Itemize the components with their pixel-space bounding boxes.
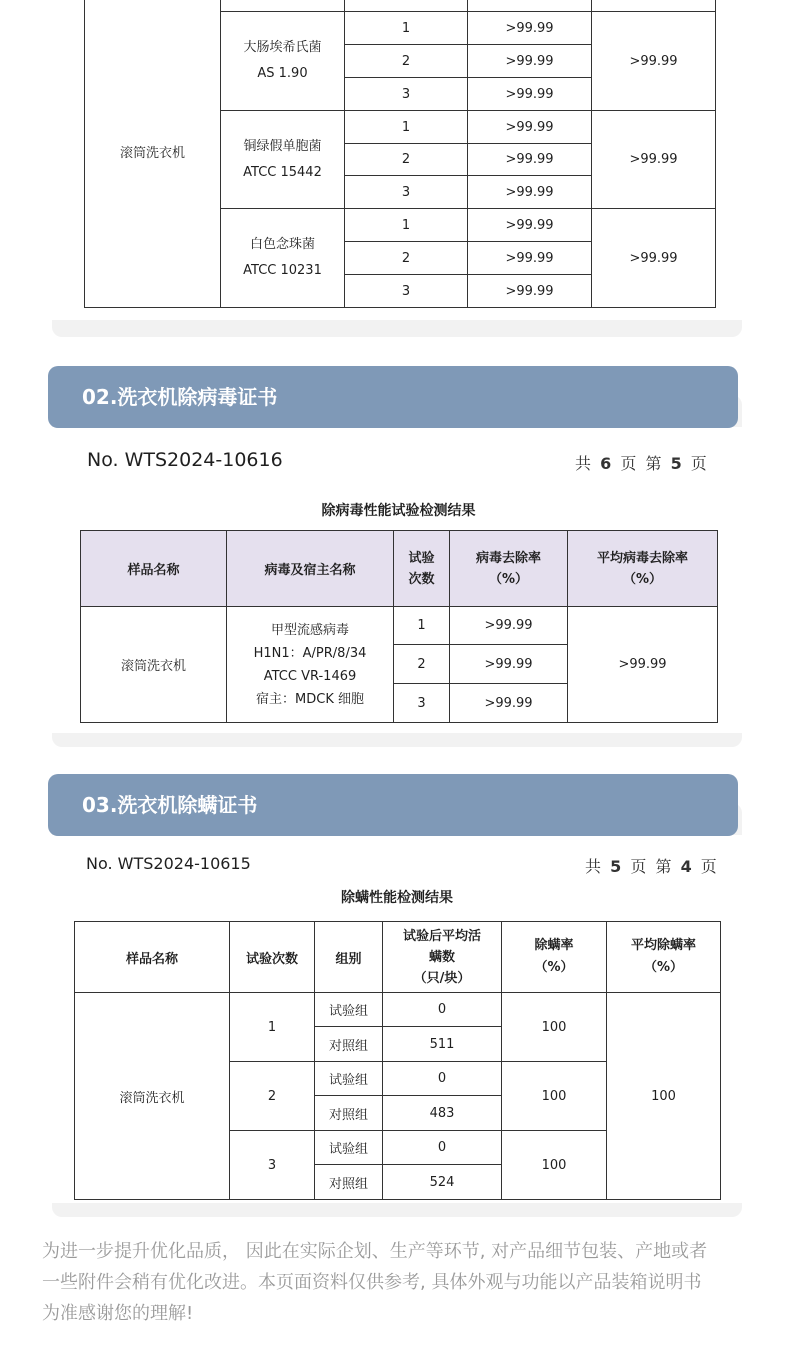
mites-doc-number: No. WTS2024-10615 xyxy=(86,854,251,873)
trial-number: 2 xyxy=(345,242,468,275)
table-row xyxy=(85,0,716,12)
removal-rate: 100 xyxy=(502,993,607,1062)
trial-number: 1 xyxy=(345,111,468,144)
group-label: 试验组 xyxy=(315,1062,383,1096)
table-row xyxy=(81,607,718,645)
trial-number: 2 xyxy=(345,144,468,176)
trial-number: 2 xyxy=(230,1062,315,1131)
average-rate: 100 xyxy=(607,993,721,1200)
trial-number: 3 xyxy=(345,176,468,209)
disclaimer-line: 为准感谢您的理解! xyxy=(42,1303,194,1324)
mites-table xyxy=(74,921,721,1200)
sample-name-cell: 滚筒洗衣机 xyxy=(85,0,221,308)
removal-rate: >99.99 xyxy=(468,242,592,275)
removal-rate: 100 xyxy=(502,1062,607,1131)
virus-name-cell: 甲型流感病毒 H1N1：A/PR/8/34 ATCC VR-1469 宿主：MDCK 细胞 xyxy=(227,607,394,723)
trial-number: 1 xyxy=(394,607,450,645)
mite-count: 0 xyxy=(383,1131,502,1165)
mites-table-title: 除螨性能检测结果 xyxy=(341,890,453,906)
sample-name-cell: 滚筒洗衣机 xyxy=(75,993,230,1200)
removal-rate: >99.99 xyxy=(468,12,592,45)
header-mites: 试验后平均活 螨数 （只/块） xyxy=(383,922,502,993)
removal-rate: >99.99 xyxy=(468,209,592,242)
trial-number: 3 xyxy=(230,1131,315,1200)
removal-rate: >99.99 xyxy=(468,111,592,144)
group-label: 试验组 xyxy=(315,993,383,1027)
group-label: 对照组 xyxy=(315,1027,383,1062)
table-header-row xyxy=(75,922,721,993)
mite-count: 0 xyxy=(383,993,502,1027)
disclaimer-line: 一些附件会稍有优化改进。本页面资料仅供参考, 具体外观与功能以产品装箱说明书 xyxy=(42,1272,702,1293)
removal-rate: >99.99 xyxy=(450,607,568,645)
removal-rate: >99.99 xyxy=(450,684,568,723)
trial-number: 1 xyxy=(345,12,468,45)
bacteria-name-cell xyxy=(221,12,345,111)
trial-number: 3 xyxy=(345,275,468,308)
removal-rate: >99.99 xyxy=(468,144,592,176)
bacteria-code: ATCC 15442 xyxy=(243,164,322,180)
sample-name-cell: 滚筒洗衣机 xyxy=(81,607,227,723)
bacteria-table xyxy=(84,0,716,308)
header-average: 平均除螨率 （%） xyxy=(607,922,721,993)
removal-rate: >99.99 xyxy=(468,78,592,111)
average-rate: >99.99 xyxy=(568,607,718,723)
removal-rate: >99.99 xyxy=(468,45,592,78)
table-row xyxy=(75,993,721,1027)
trial-number: 3 xyxy=(345,78,468,111)
header-average: 平均病毒去除率 （%） xyxy=(568,531,718,607)
bacteria-name-cell xyxy=(221,111,345,209)
average-rate: >99.99 xyxy=(592,12,716,111)
virus-page-info: 共 6 页 第 5 页 xyxy=(575,454,709,473)
mite-count: 0 xyxy=(383,1062,502,1096)
group-label: 对照组 xyxy=(315,1165,383,1200)
removal-rate: >99.99 xyxy=(468,176,592,209)
removal-rate: >99.99 xyxy=(450,645,568,684)
mite-count: 483 xyxy=(383,1096,502,1131)
mite-count: 524 xyxy=(383,1165,502,1200)
bacteria-code: AS 1.90 xyxy=(257,66,308,81)
bacteria-name-cell xyxy=(221,209,345,308)
header-sample: 样品名称 xyxy=(81,531,227,607)
removal-rate: >99.99 xyxy=(468,275,592,308)
virus-section-banner: 02.洗衣机除病毒证书 xyxy=(48,366,738,428)
group-label: 试验组 xyxy=(315,1131,383,1165)
mites-page-info: 共 5 页 第 4 页 xyxy=(585,857,719,876)
trial-number: 2 xyxy=(394,645,450,684)
mites-section-banner: 03.洗衣机除螨证书 xyxy=(48,774,738,836)
bacteria-name: 大肠埃希氏菌 xyxy=(243,40,322,55)
mite-count: 511 xyxy=(383,1027,502,1062)
trial-number: 3 xyxy=(394,684,450,723)
header-rate: 病毒去除率 （%） xyxy=(450,531,568,607)
bacteria-card xyxy=(52,0,742,337)
bacteria-code: ATCC 10231 xyxy=(243,263,322,278)
header-times: 试验次数 xyxy=(230,922,315,993)
bacteria-name: 白色念珠菌 xyxy=(249,237,315,252)
table-header-row xyxy=(81,531,718,607)
trial-number: 1 xyxy=(230,993,315,1062)
header-group: 组别 xyxy=(315,922,383,993)
disclaimer-text xyxy=(42,1236,754,1329)
trial-number: 1 xyxy=(345,209,468,242)
virus-doc-number: No. WTS2024-10616 xyxy=(87,449,283,471)
header-sample: 样品名称 xyxy=(75,922,230,993)
group-label: 对照组 xyxy=(315,1096,383,1131)
removal-rate: 100 xyxy=(502,1131,607,1200)
average-rate: >99.99 xyxy=(592,209,716,308)
header-times: 试验 次数 xyxy=(394,531,450,607)
trial-number: 2 xyxy=(345,45,468,78)
disclaimer-line: 为进一步提升优化品质， 因此在实际企划、生产等环节, 对产品细节包装、产地或者 xyxy=(42,1241,708,1262)
virus-table xyxy=(80,530,718,723)
header-rate: 除螨率 （%） xyxy=(502,922,607,993)
average-rate: >99.99 xyxy=(592,111,716,209)
bacteria-name: 铜绿假单胞菌 xyxy=(243,138,322,154)
bacteria-paper xyxy=(52,0,742,320)
virus-table-title: 除病毒性能试验检测结果 xyxy=(321,503,476,519)
header-virus: 病毒及宿主名称 xyxy=(227,531,394,607)
